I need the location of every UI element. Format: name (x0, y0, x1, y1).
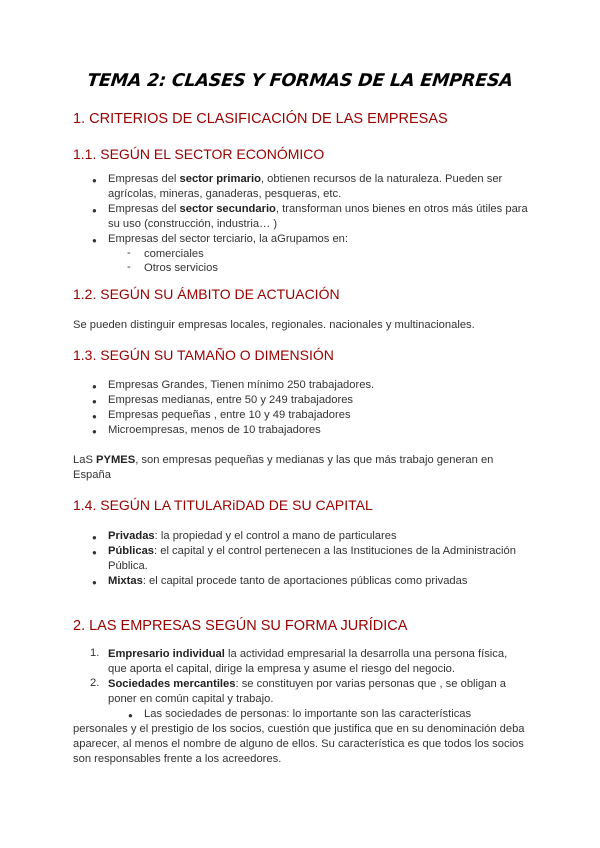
list-item (108, 544, 516, 559)
text: Empresas del (108, 203, 180, 215)
list-item-continuation: agrícolas, mineras, ganaderas, pesqueras, etc. (108, 188, 342, 200)
list-item: Empresas medianas, entre 50 y 249 trabajadores (108, 394, 354, 406)
list-number: 1. (90, 647, 100, 659)
text: Empresas del (108, 173, 180, 185)
bold-text: Sociedades mercantiles (108, 678, 236, 690)
text: la actividad empresarial la desarrolla una persona física, (224, 648, 508, 660)
document-title: TEMA 2: CLASES Y FORMAS DE LA EMPRESA (86, 71, 514, 91)
sub-list-item: comerciales (144, 248, 204, 260)
text: , son empresas pequeñas y medianas y las que más trabajo generan en (135, 454, 494, 466)
dash-marker: - (127, 247, 131, 259)
section-2-heading: 2. LAS EMPRESAS SEGÚN SU FORMA JURÍDICA (73, 618, 408, 634)
list-item: Microempresas, menos de 10 trabajadores (108, 424, 321, 436)
subsection-1-1-heading: 1.1. SEGÚN EL SECTOR ECONÓMICO (73, 146, 325, 162)
list-item: Empresas del sector terciario, la aGrupamos en: (108, 233, 349, 245)
bullet: ● (92, 427, 97, 436)
paragraph-continuation: aparecer, al menos el nombre de alguno de ellos. Su característica es que todos los socios (73, 738, 524, 750)
list-item (108, 202, 528, 217)
bullet: ● (92, 548, 97, 557)
bullet: ● (92, 578, 97, 587)
paragraph: Las sociedades de personas: lo importante son las características (144, 708, 472, 720)
subsection-1-4-heading: 1.4. SEGÚN LA TITULARiDAD DE SU CAPITAL (73, 497, 373, 513)
section-1-heading: 1. CRITERIOS DE CLASIFICACIÓN DE LAS EMPRESAS (73, 111, 448, 127)
bullet: ● (92, 236, 97, 245)
bullet: ● (92, 412, 97, 421)
list-item-continuation: su uso (construcción, industria… ) (108, 218, 278, 230)
bullet: ● (92, 382, 97, 391)
bold-text: sector secundario (179, 203, 276, 215)
list-number: 2. (90, 677, 100, 689)
paragraph (73, 453, 493, 468)
bold-text: Privadas (108, 530, 155, 542)
list-item: Empresas pequeñas , entre 10 y 49 trabajadores (108, 409, 351, 421)
numbered-item-continuation: que aporta el capital, dirige la empresa y asume el riesgo del negocio. (108, 663, 456, 675)
list-item (108, 172, 502, 187)
text: : la propiedad y el control a mano de particulares (154, 530, 397, 542)
bold-text: sector primario (179, 173, 261, 185)
list-item (108, 574, 467, 589)
list-item (108, 529, 397, 544)
dash-marker: - (127, 261, 131, 273)
bold-text: Empresario individual (108, 648, 225, 660)
bold-text: PYMES (96, 454, 136, 466)
text: : el capital procede tanto de aportaciones públicas como privadas (142, 575, 468, 587)
subsection-1-3-heading: 1.3. SEGÚN SU TAMAÑO O DIMENSIÓN (73, 347, 334, 363)
bold-text: Mixtas (108, 575, 143, 587)
text: LaS (73, 454, 97, 466)
text: , transforman unos bienes en otros más útiles para (275, 203, 528, 215)
list-item: Empresas Grandes, Tienen mínimo 250 trabajadores. (108, 379, 375, 391)
text: , obtienen recursos de la naturaleza. Pueden ser (260, 173, 503, 185)
paragraph-continuation: España (73, 469, 111, 481)
bullet: ● (92, 397, 97, 406)
bold-text: Públicas (108, 545, 155, 557)
numbered-item (108, 647, 507, 662)
bullet: ● (92, 533, 97, 542)
bullet: ● (128, 711, 133, 720)
sub-list-item: Otros servicios (144, 262, 218, 274)
list-item-continuation: Pública. (108, 560, 148, 572)
numbered-item (108, 677, 506, 692)
text: : el capital y el control pertenecen a las Instituciones de la Administración (154, 545, 516, 557)
subsection-1-2-heading: 1.2. SEGÚN SU ÁMBITO DE ACTUACIÓN (73, 286, 340, 302)
paragraph: Se pueden distinguir empresas locales, regionales. nacionales y multinacionales. (73, 319, 475, 331)
numbered-item-continuation: poner en común capital y trabajo. (108, 693, 274, 705)
paragraph-continuation: son responsables frente a los acreedores. (73, 753, 282, 765)
bullet: ● (92, 206, 97, 215)
text: : se constituyen por varias personas que , se obligan a (235, 678, 507, 690)
paragraph-continuation: personales y el prestigio de los socios, cuestión que justifica que en su denominación deba (73, 723, 525, 735)
bullet: ● (92, 176, 97, 185)
